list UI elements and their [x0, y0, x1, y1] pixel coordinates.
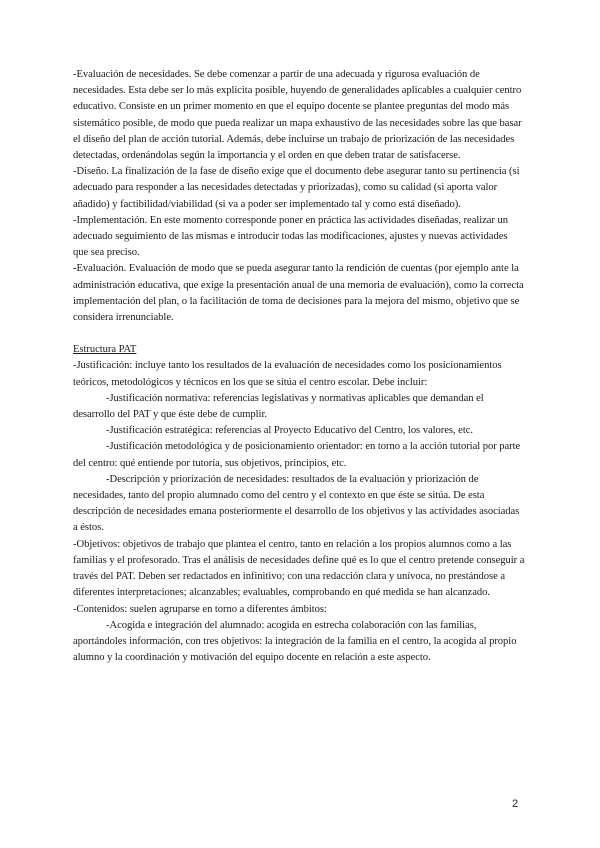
- paragraph-justificacion: -Justificación: incluye tanto los resultados de la evaluación de necesidades como los posicionamientos teóricos, metodológicos y técnicos en los que se sitúa el centro escolar. Debe incluir:: [73, 360, 502, 388]
- paragraph-objetivos: -Objetivos: objetivos de trabajo que plantea el centro, tanto en relación a los propios alumnos como a las familias y el profesorado. Tras el análisis de necesidades define qué es lo que el centro pretende conseguir a través del PAT. Deben ser redactados en infinitivo; con una redacción clara y unívoca, no prestándose a diferentes interpretaciones; alcanzables; evaluables, comprobando en qué medida se han alcanzado.: [73, 538, 525, 599]
- section-heading: Estructura PAT: [73, 344, 137, 356]
- page-number: 2: [512, 798, 519, 810]
- list-item-descripcion-necesidades: -Descripción y priorización de necesidades: resultados de la evaluación y priorización de necesidades, tanto del propio alumnado como del centro y el contexto en que éste se sitúa. De esta descripción de necesidades emana posteriormente el desarrollo de los objetivos y las actividades asociadas a éstos.: [73, 473, 520, 534]
- paragraph-evaluacion-necesidades: -Evaluación de necesidades. Se debe comenzar a partir de una adecuada y rigurosa evaluación de necesidades. Esta debe ser lo más explícita posible, huyendo de generalidades aplicables a cualquier centro educativo. Consiste en un primer momento en que el equipo docente se plantee preguntas del modo más sistemático posible, de modo que pueda realizar un mapa exhaustivo de las necesidades sobre las que basar el diseño del plan de acción tutorial. Además, debe incluirse un trabajo de priorización de las necesidades detectadas, ordenándolas según la importancia y el orden en que deben tratar de satisfacerse.: [73, 69, 522, 162]
- list-item-acogida: -Acogida e integración del alumnado: acogida en estrecha colaboración con las familias, aportándoles información, con tres objetivos: la integración de la familia en el centro, la acogida al propio alumno y la coordinación y motivación del equipo docente en relación a este aspecto.: [73, 619, 517, 664]
- paragraph-implementacion: -Implementación. En este momento corresponde poner en práctica las actividades diseñadas, realizar un adecuado seguimiento de las mismas e introducir todas las modificaciones, ajustes y nuevas actividades que sea preciso.: [73, 214, 509, 259]
- document-body: [73, 67, 525, 666]
- paragraph-spacer: [73, 326, 525, 342]
- list-item-justificacion-estrategica: -Justificación estratégica: referencias al Proyecto Educativo del Centro, los valores, etc.: [106, 425, 473, 437]
- paragraph-contenidos: -Contenidos: suelen agruparse en torno a diferentes ámbitos:: [73, 603, 327, 615]
- paragraph-evaluacion: -Evaluación. Evaluación de modo que se pueda asegurar tanto la rendición de cuentas (por ejemplo ante la administración educativa, que exige la presentación anual de una memoria de evaluación), como la correcta implementación del plan, o la facilitación de toma de decisiones para la mejora del mismo, objetivo que se considera irrenunciable.: [73, 263, 524, 324]
- list-item-justificacion-normativa: -Justificación normativa: referencias legislativas y normativas aplicables que demandan el desarrollo del PAT y que éste debe de cumplir.: [73, 392, 484, 421]
- list-item-justificacion-metodologica: -Justificación metodológica y de posicionamiento orientador: en torno a la acción tutorial por parte del centro: qué entiende por tutoría, sus objetivos, principios, etc.: [73, 441, 521, 469]
- paragraph-diseno: -Diseño. La finalización de la fase de diseño exige que el documento debe asegurar tanto su pertinencia (si adecuado para responder a las necesidades detectadas y priorizadas), como su calidad (si aporta valor añadido) y factibilidad/viabilidad (si va a poder ser implementado tal y como está diseñado).: [73, 166, 520, 210]
